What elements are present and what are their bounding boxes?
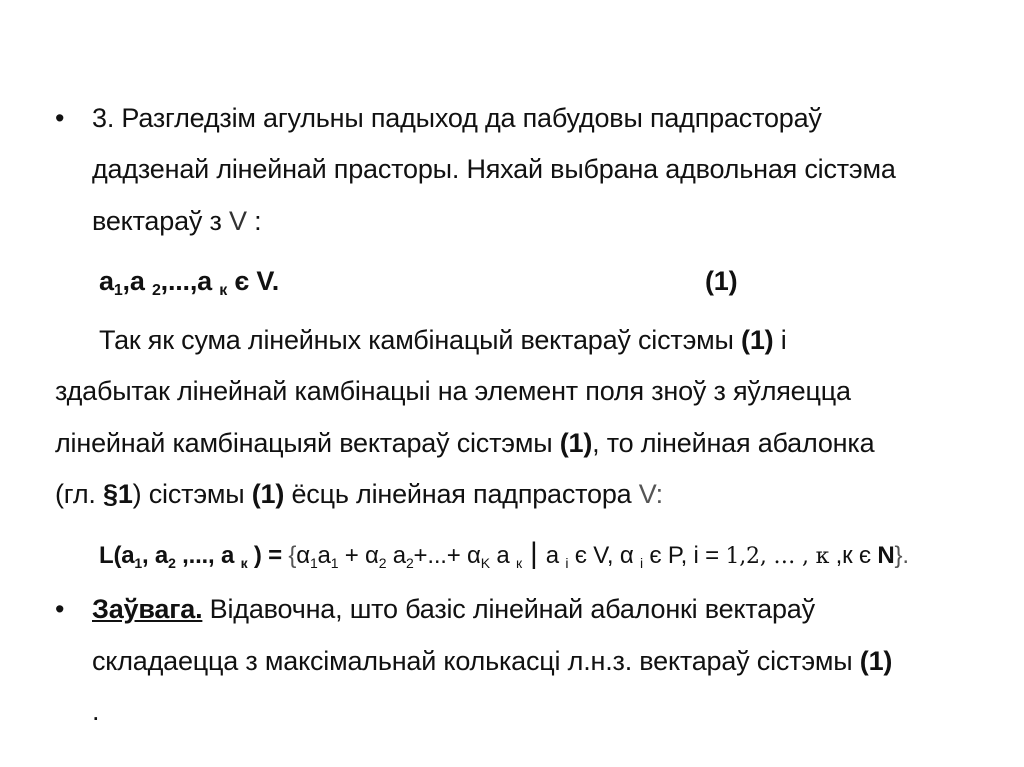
text: ,..., a: [175, 542, 241, 569]
text: Відавочна, што базіс лінейнай абалонкі вектараў: [202, 594, 815, 624]
text: дадзенай лінейнай прасторы. Няхай выбрана адвольная сістэма: [92, 154, 896, 184]
text: є V.: [227, 266, 280, 296]
item-number: 3.: [92, 103, 115, 133]
reference: (1): [559, 428, 593, 458]
subscript: 2: [151, 282, 161, 299]
subscript: 2: [168, 555, 176, 571]
linear-span-formula: [99, 537, 909, 574]
text: a: [386, 542, 406, 569]
index-range: 1,2, … , к: [725, 544, 830, 569]
paragraph-3-line-1: [92, 592, 815, 626]
text: здабытак лінейнай камбінацыі на элемент поля зноў з яўляецца: [55, 376, 851, 406]
text: Разгледзім агульны падыход да пабудовы падпрастораў: [114, 103, 822, 133]
text: ) сістэмы: [132, 479, 252, 509]
text: , то лінейная абалонка: [592, 428, 875, 458]
text: ,...,a: [160, 266, 220, 296]
note-label: Заўвага.: [92, 594, 203, 624]
paragraph-2-line-2: [55, 374, 851, 408]
reference: (1): [741, 325, 774, 355]
text: a: [545, 542, 566, 569]
reference: (1): [859, 646, 893, 676]
space-symbol: V: [228, 206, 247, 236]
subscript: i: [565, 555, 569, 571]
text: a: [317, 542, 331, 569]
text: Так як сума лінейных камбінацый вектараў сістэмы: [99, 325, 742, 355]
separator: |: [521, 537, 546, 570]
text: є P, i =: [642, 542, 726, 569]
brace: {: [288, 542, 297, 569]
space-symbol: V: [638, 479, 656, 509]
text: .: [92, 696, 100, 726]
text: , a: [142, 542, 169, 569]
paragraph-3-line-3: [92, 694, 99, 728]
subscript: 1: [330, 555, 339, 571]
paragraph-1-line-1: [92, 101, 822, 135]
text: ,a: [122, 266, 152, 296]
subscript: 2: [405, 555, 414, 571]
text: :: [246, 206, 262, 236]
text: L(a: [99, 542, 135, 569]
text: і: [773, 325, 787, 355]
subscript: 2: [378, 555, 387, 571]
text: вектараў з: [92, 206, 229, 236]
text: є V, α: [568, 542, 640, 569]
bullet-marker: •: [55, 594, 65, 624]
bullet-marker: •: [55, 103, 65, 133]
text: a: [489, 542, 516, 569]
text: + α: [338, 542, 379, 569]
section-ref: §1: [103, 479, 133, 509]
reference: (1): [251, 479, 285, 509]
naturals-symbol: N: [877, 542, 895, 569]
paragraph-2-line-1: [99, 323, 787, 357]
text: α: [296, 542, 310, 569]
text: ,к є: [829, 542, 878, 569]
subscript: к: [219, 282, 228, 299]
equation-number: [705, 264, 737, 298]
text: лінейнай камбінацыяй вектараў сістэмы: [55, 428, 560, 458]
text: :: [655, 479, 663, 509]
subscript: i: [639, 555, 643, 571]
subscript: к: [240, 555, 248, 571]
vector-a: a: [99, 266, 114, 296]
text: ) =: [247, 542, 289, 569]
paragraph-3-line-2: [92, 644, 892, 678]
paragraph-2-line-3: [55, 426, 874, 460]
text: (1): [705, 266, 738, 296]
subscript: 1: [113, 282, 123, 299]
paragraph-1-line-3: [92, 204, 261, 238]
subscript: к: [515, 555, 522, 571]
text: +...+ α: [413, 542, 481, 569]
vector-system: [99, 264, 279, 298]
subscript: K: [480, 555, 490, 571]
subscript: 1: [309, 555, 318, 571]
subscript: 1: [134, 555, 142, 571]
text: складаецца з максімальнай колькасці л.н.з. вектараў сістэмы: [92, 646, 860, 676]
text: ёсць лінейная падпрастора: [284, 479, 639, 509]
paragraph-2-line-4: [55, 477, 663, 511]
paragraph-1-line-2: [92, 152, 896, 186]
text: (гл.: [55, 479, 104, 509]
brace: }.: [894, 542, 909, 569]
